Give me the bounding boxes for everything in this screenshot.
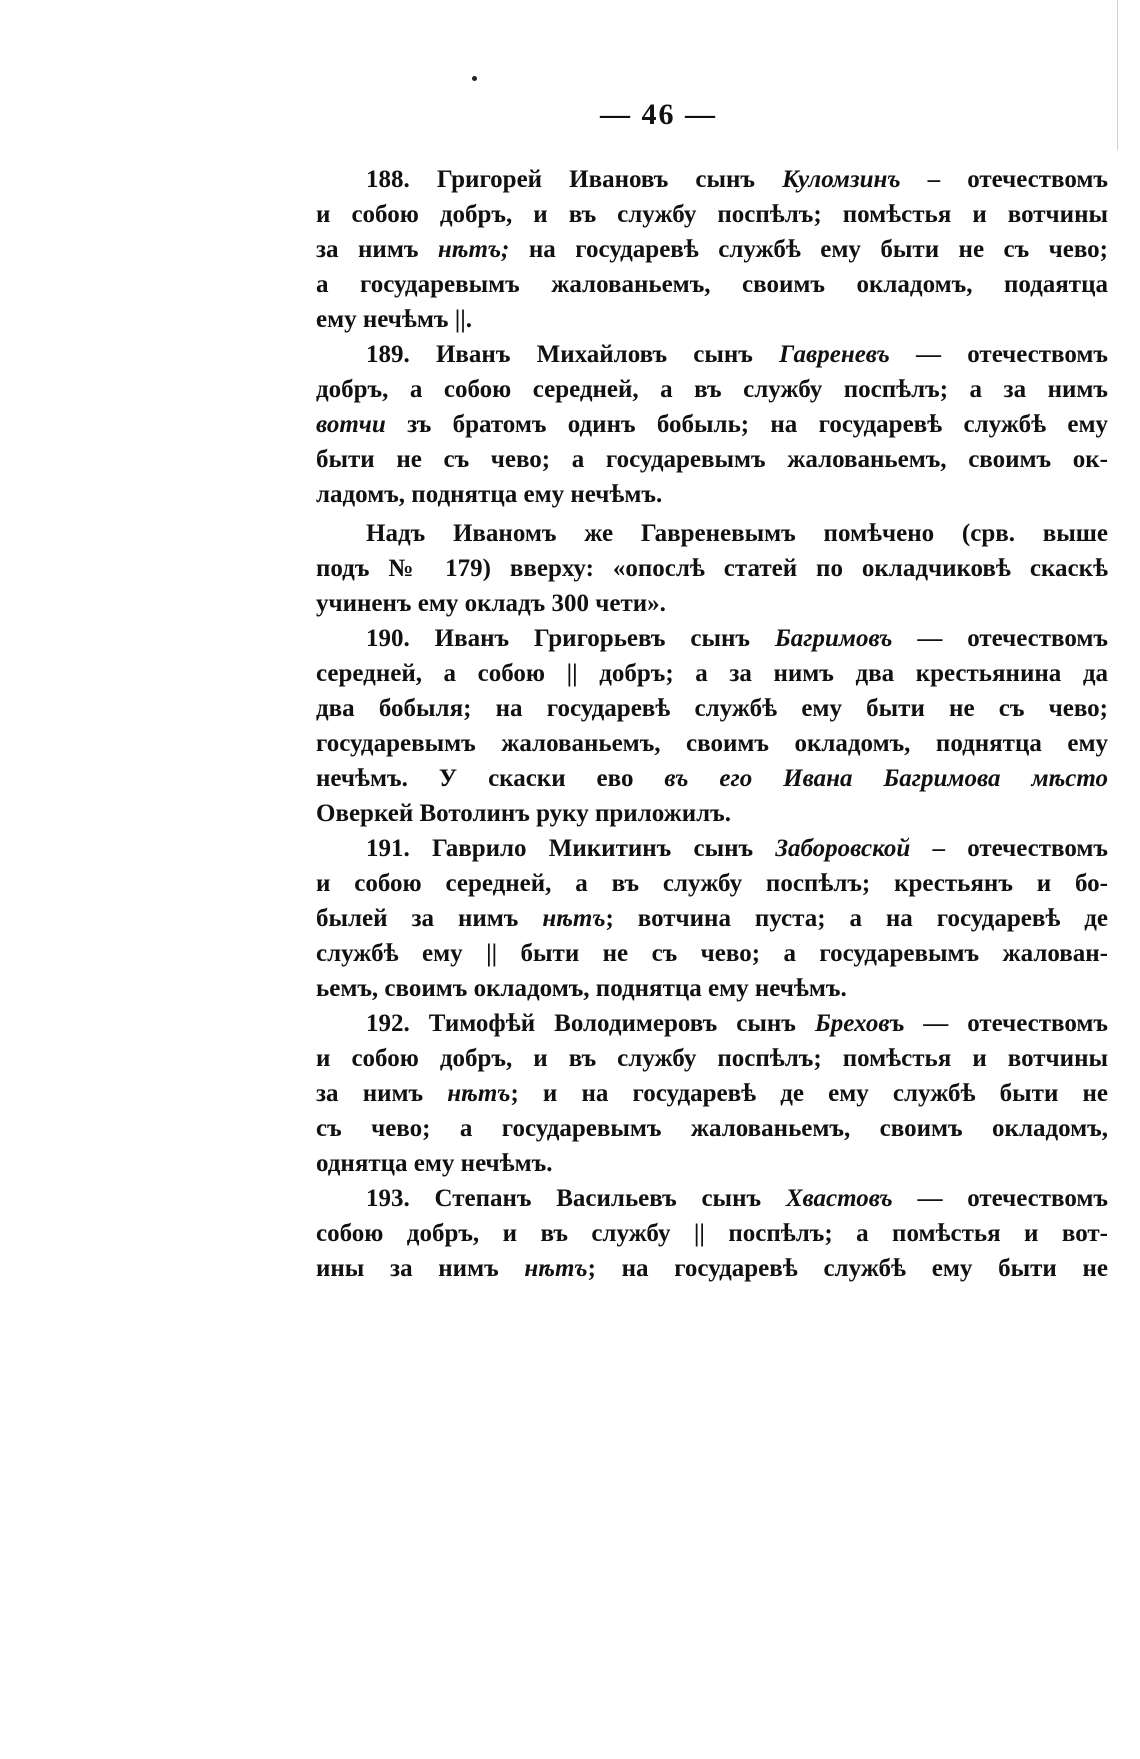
text-run: ъ — отечествомъ — [889, 1010, 1108, 1037]
text-run: ладомъ, поднятца ему нечѣмъ. — [316, 481, 663, 508]
page-number: — 46 — — [600, 98, 717, 131]
text-run: середней, а собою || добръ; а за нимъ два крестьянина да — [316, 660, 1108, 687]
text-run: а государевымъ жалованьемъ, своимъ окладомъ, подаятца — [316, 271, 1108, 298]
text-line — [316, 901, 1108, 936]
italic-text: Брехов — [814, 1010, 890, 1037]
italic-text: въ его Ивана Багримова мѣсто — [664, 765, 1108, 792]
text-run: ; на государевѣ службѣ ему быти не — [587, 1255, 1108, 1282]
text-run: — отечествомъ — [892, 1185, 1108, 1212]
text-line — [316, 267, 1108, 302]
text-run: Оверкей Вотолинъ руку приложилъ. — [316, 800, 731, 827]
text-run: собою добръ, и въ службу || поспѣлъ; а помѣстья и вот- — [316, 1220, 1108, 1247]
text-line — [316, 726, 1108, 761]
italic-text: нѣтъ — [524, 1255, 588, 1282]
text-line — [316, 761, 1108, 796]
ink-dot — [472, 76, 477, 81]
text-run: 193. Степанъ Васильевъ сынъ — [366, 1185, 786, 1212]
text-line — [316, 337, 1108, 372]
italic-text: нѣтъ — [447, 1080, 511, 1107]
text-run: подъ № 179) вверху: «опослѣ статей по окладчиковѣ скаскѣ — [316, 555, 1108, 582]
text-line — [316, 621, 1108, 656]
text-run: учиненъ ему окладъ 300 чети». — [316, 590, 666, 617]
text-line — [316, 162, 1108, 197]
text-run: два бобыля; на государевѣ службѣ ему быти не съ чево; — [316, 695, 1108, 722]
text-run: на государевѣ службѣ ему быти не съ чево; — [509, 236, 1108, 263]
text-run: однятца ему нечѣмъ. — [316, 1150, 553, 1177]
italic-text: Гавреневъ — [779, 341, 890, 368]
italic-text: Хвастовъ — [785, 1185, 893, 1212]
text-line — [316, 1146, 1108, 1181]
text-line — [316, 407, 1108, 442]
text-line — [316, 1251, 1108, 1286]
text-run: съ чево; а государевымъ жалованьемъ, своимъ окладомъ, — [316, 1115, 1108, 1142]
text-run: 190. Иванъ Григорьевъ сынъ — [366, 625, 775, 652]
text-run: службѣ ему || быти не съ чево; а государевымъ жалован- — [316, 940, 1108, 967]
text-line — [316, 1216, 1108, 1251]
text-run: 192. Тимофѣй Володимеровъ сынъ — [366, 1010, 815, 1037]
text-run: и собою добръ, и въ службу поспѣлъ; помѣстья и вотчины — [316, 1045, 1108, 1072]
text-line — [316, 656, 1108, 691]
text-run: – отечествомъ — [910, 835, 1108, 862]
text-run: быти не съ чево; а государевымъ жалованьемъ, своимъ ок- — [316, 446, 1108, 473]
text-line — [316, 796, 1108, 831]
text-run: и собою середней, а въ службу поспѣлъ; крестьянъ и бо- — [316, 870, 1108, 897]
text-run: — отечествомъ — [892, 625, 1108, 652]
text-run: государевымъ жалованьемъ, своимъ окладомъ, поднятца ему — [316, 730, 1108, 757]
italic-text: Багримовъ — [774, 625, 893, 652]
text-line — [316, 1006, 1108, 1041]
text-line — [316, 971, 1108, 1006]
text-run: ; вотчина пуста; а на государевѣ де — [605, 905, 1108, 932]
text-line — [316, 1041, 1108, 1076]
text-run: за нимъ — [316, 236, 438, 263]
text-run: ины за нимъ — [316, 1255, 525, 1282]
text-line — [316, 372, 1108, 407]
text-run: — отечествомъ — [889, 341, 1108, 368]
text-line — [316, 442, 1108, 477]
italic-text: вотчи — [316, 411, 386, 438]
text-line — [316, 477, 1108, 512]
text-run: за нимъ — [316, 1080, 448, 1107]
text-run: нечѣмъ. У скаски ево — [316, 765, 665, 792]
text-line — [316, 691, 1108, 726]
text-line — [316, 1076, 1108, 1111]
text-run: 188. Григорей Ивановъ сынъ — [366, 166, 783, 193]
text-run: – отечествомъ — [900, 166, 1108, 193]
italic-text: нѣтъ — [542, 905, 606, 932]
text-run: ьемъ, своимъ окладомъ, поднятца ему нечѣмъ. — [316, 975, 847, 1002]
document-body — [316, 162, 1108, 1286]
italic-text: Заборовской — [775, 835, 911, 862]
text-line — [316, 1111, 1108, 1146]
text-run: добръ, а собою середней, а въ службу поспѣлъ; а за нимъ — [316, 376, 1108, 403]
text-run: и собою добръ, и въ службу поспѣлъ; помѣстья и вотчины — [316, 201, 1108, 228]
text-line — [316, 831, 1108, 866]
text-line — [316, 866, 1108, 901]
text-run: ; и на государевѣ де ему службѣ быти не — [510, 1080, 1108, 1107]
text-run: былей за нимъ — [316, 905, 543, 932]
text-line — [316, 936, 1108, 971]
text-line — [316, 232, 1108, 267]
text-run: 189. Иванъ Михайловъ сынъ — [366, 341, 780, 368]
italic-text: нѣтъ; — [437, 236, 510, 263]
text-run: ему нечѣмъ ||. — [316, 306, 472, 333]
text-line — [316, 1181, 1108, 1216]
page-edge-line — [1117, 0, 1118, 150]
text-run: зъ братомъ одинъ бобыль; на государевѣ службѣ ему — [385, 411, 1108, 438]
text-line — [316, 197, 1108, 232]
italic-text: Куломзинъ — [782, 166, 901, 193]
text-line — [316, 516, 1108, 551]
text-line — [316, 551, 1108, 586]
text-line — [316, 302, 1108, 337]
text-run: Надъ Иваномъ же Гавреневымъ помѣчено (срв. выше — [366, 520, 1108, 547]
text-line — [316, 586, 1108, 621]
text-run: 191. Гаврило Микитинъ сынъ — [366, 835, 776, 862]
